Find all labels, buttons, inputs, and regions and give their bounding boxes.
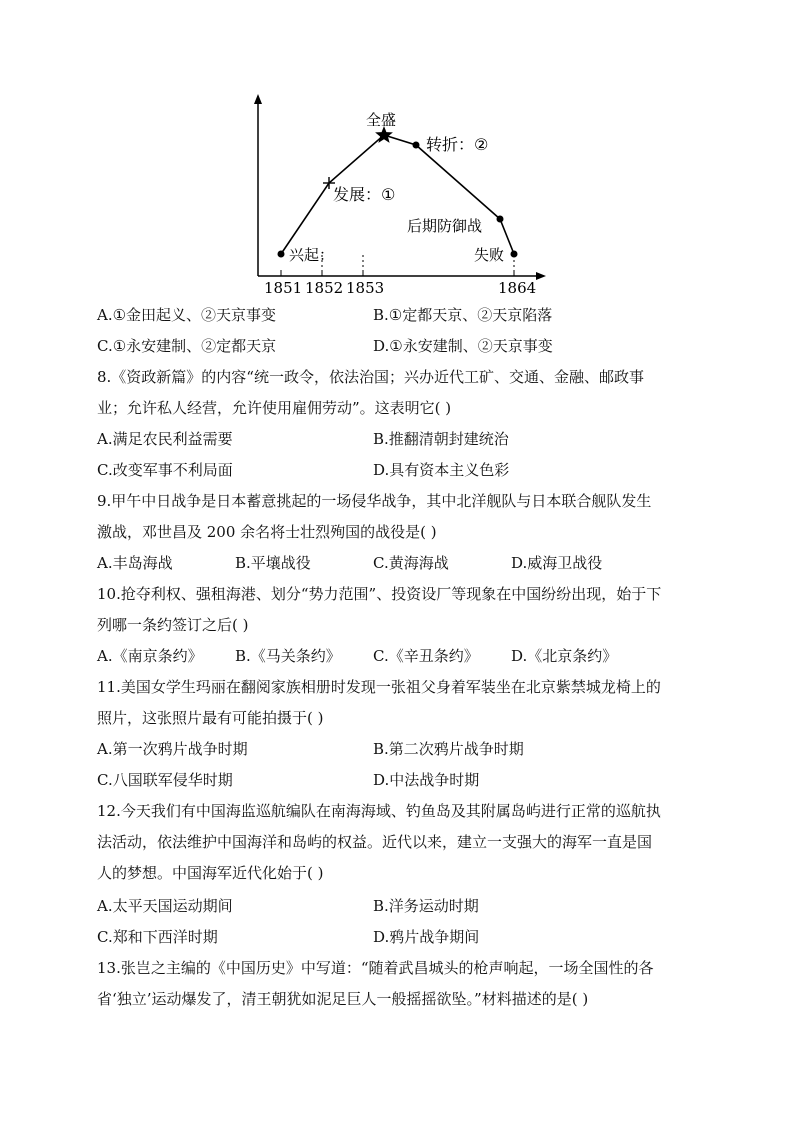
label-develop: 发展：① [333, 185, 396, 204]
q9-option-d: D.威海卫战役 [511, 554, 603, 572]
fail-point [511, 251, 518, 258]
label-rise: 兴起： [289, 246, 335, 264]
rise-point [278, 251, 285, 258]
q13-stem-line1: 13.张岂之主编的《中国历史》中写道：“随着武昌城头的枪声响起，一场全国性的各 [97, 959, 654, 977]
q7-option-b: B.①定都天京、②天京陷落 [373, 306, 553, 324]
label-fail: 失败 [474, 246, 505, 264]
q11-stem-line2: 照片，这张照片最有可能拍摄于( ) [97, 709, 324, 727]
q9-option-b: B.平壤战役 [235, 554, 311, 572]
q12-option-a: A.太平天国运动期间 [97, 897, 233, 915]
q10-stem-line2: 列哪一条约签订之后( ) [97, 616, 249, 634]
q8-option-d: D.具有资本主义色彩 [373, 461, 510, 479]
q9-stem-line1: 9.甲午中日战争是日本蓄意挑起的一场侵华战争，其中北洋舰队与日本联合舰队发生 [97, 492, 652, 510]
q11-option-d: D.中法战争时期 [373, 771, 480, 789]
q7-option-d: D.①永安建制、②天京事变 [373, 337, 553, 355]
q9-option-c: C.黄海海战 [373, 554, 449, 572]
q12-stem-line3: 人的梦想。中国海军近代化始于( ) [97, 864, 324, 882]
q10-option-d: D.《北京条约》 [511, 647, 618, 665]
label-peak: 全盛 [366, 111, 397, 129]
q12-option-b: B.洋务运动时期 [373, 897, 479, 915]
q8-option-c: C.改变军事不利局面 [97, 461, 233, 479]
taiping-diagram [0, 0, 793, 300]
x-axis-arrow [536, 272, 546, 280]
tick-label-1853: 1853 [346, 279, 385, 297]
q10-option-a: A.《南京条约》 [97, 647, 203, 665]
q7-option-c: C.①永安建制、②定都天京 [97, 337, 277, 355]
q12-stem-line2: 法活动，依法维护中国海洋和岛屿的权益。近代以来，建立一支强大的海军一直是国 [97, 833, 653, 851]
q8-option-b: B.推翻清朝封建统治 [373, 430, 509, 448]
q10-option-b: B.《马关条约》 [235, 647, 341, 665]
y-axis-arrow [254, 94, 262, 104]
tick-label-1852: 1852 [305, 279, 344, 297]
q8-stem-line1: 8.《资政新篇》的内容“统一政令，依法治国；兴办近代工矿、交通、金融、邮政事 [97, 368, 644, 386]
q12-stem-line1: 12.今天我们有中国海监巡航编队在南海海域、钓鱼岛及其附属岛屿进行正常的巡航执 [97, 802, 661, 820]
late-defense-point [497, 216, 504, 223]
q11-option-b: B.第二次鸦片战争时期 [373, 740, 524, 758]
q9-option-a: A.丰岛海战 [97, 554, 173, 572]
q7-option-a: A.①金田起义、②天京事变 [97, 306, 277, 324]
q12-option-d: D.鸦片战争期间 [373, 928, 480, 946]
turning-point [413, 142, 420, 149]
label-turning: 转折：② [426, 135, 489, 154]
q12-option-c: C.郑和下西洋时期 [97, 928, 218, 946]
q8-option-a: A.满足农民利益需要 [97, 430, 233, 448]
q8-stem-line2: 业；允许私人经营，允许使用雇佣劳动”。这表明它( ) [97, 399, 452, 417]
tick-label-1851: 1851 [264, 279, 303, 297]
q13-stem-line2: 省‘独立’运动爆发了，清王朝犹如泥足巨人一般摇摇欲坠。”材料描述的是( ) [97, 990, 589, 1008]
q9-stem-line2: 激战，邓世昌及 200 余名将士壮烈殉国的战役是( ) [97, 523, 437, 541]
q11-stem-line1: 11.美国女学生玛丽在翻阅家族相册时发现一张祖父身着军装坐在北京紫禁城龙椅上的 [97, 678, 661, 696]
q10-option-c: C.《辛丑条约》 [373, 647, 479, 665]
q11-option-a: A.第一次鸦片战争时期 [97, 740, 248, 758]
tick-label-1864: 1864 [498, 279, 537, 297]
q11-option-c: C.八国联军侵华时期 [97, 771, 233, 789]
q10-stem-line1: 10.抢夺利权、强租海港、划分“势力范围”、投资设厂等现象在中国纷纷出现，始于下 [97, 585, 662, 603]
label-late-defense: 后期防御战 [407, 217, 483, 235]
